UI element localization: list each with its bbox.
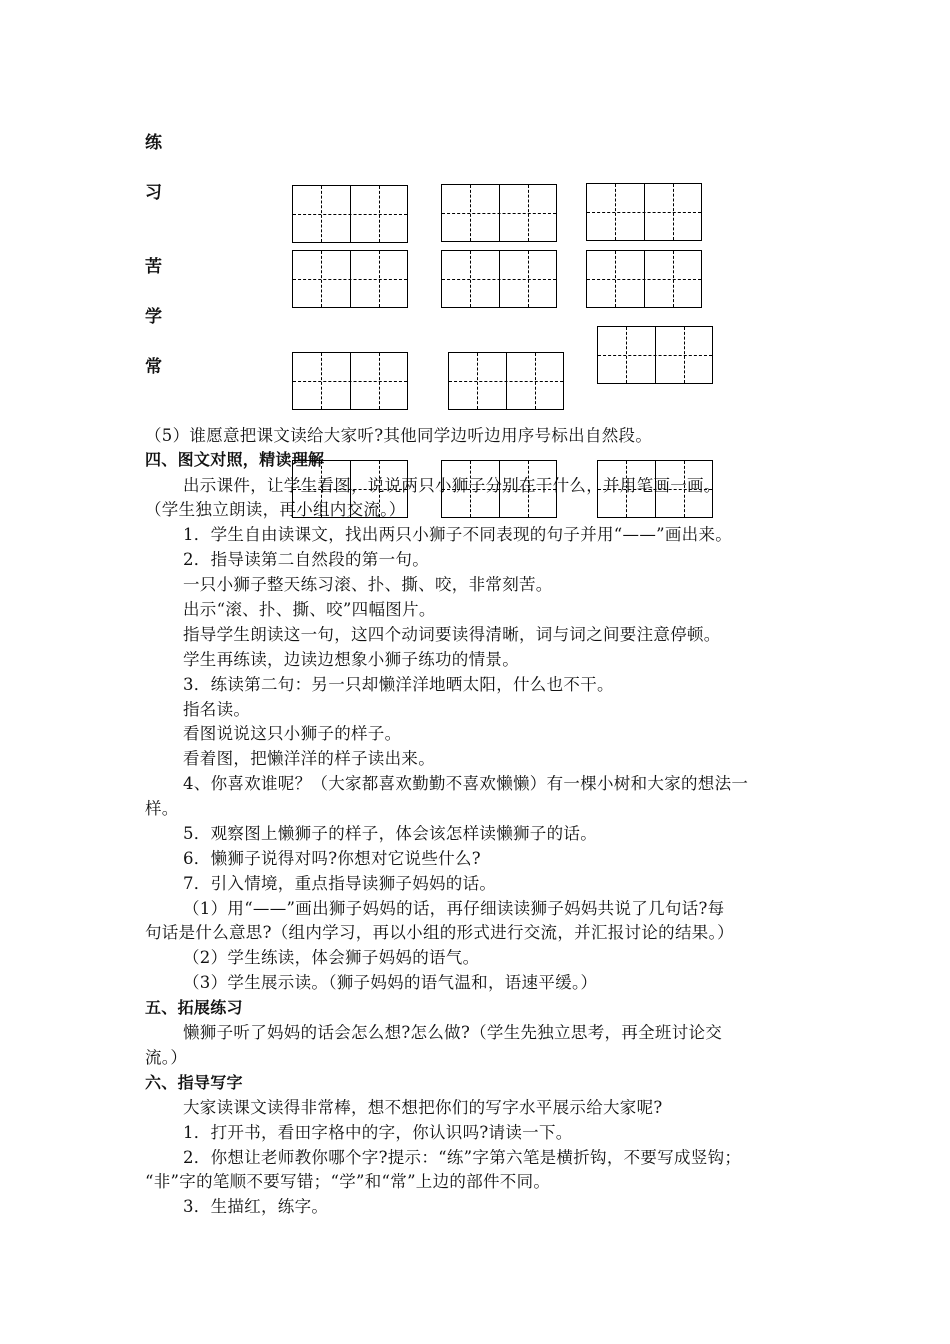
section4-line: （2）学生练读，体会狮子妈妈的语气。 <box>183 948 480 967</box>
section4-line: （学生独立朗读，再小组内交流。） <box>145 500 406 519</box>
section4-heading: 四、图文对照，精读理解 <box>145 450 325 469</box>
practice-char-1: 练 <box>145 133 162 153</box>
section4-line: 出示“滚、扑、撕、咬”四幅图片。 <box>183 600 436 619</box>
practice-char-5: 常 <box>145 357 162 377</box>
writing-grid[interactable] <box>441 250 557 308</box>
section4-line: 样。 <box>145 799 179 818</box>
writing-grid[interactable] <box>292 460 408 518</box>
practice-char-4: 学 <box>145 307 162 327</box>
section4-line: 1．学生自由读课文，找出两只小狮子不同表现的句子并用“——”画出来。 <box>183 525 733 544</box>
section6-line: 1．打开书，看田字格中的字，你认识吗?请读一下。 <box>183 1123 573 1142</box>
section4-line: 看着图，把懒洋洋的样子读出来。 <box>183 749 435 768</box>
writing-grid[interactable] <box>586 250 702 308</box>
section4-line: 指名读。 <box>183 700 251 719</box>
section4-line: 指导学生朗读这一句，这四个动词要读得清晰，词与词之间要注意停顿。 <box>183 625 721 644</box>
writing-grid[interactable] <box>441 460 557 518</box>
writing-grid[interactable] <box>597 326 713 384</box>
practice-char-3: 苦 <box>145 257 162 277</box>
writing-grid[interactable] <box>586 183 702 241</box>
section5-line: 流。） <box>145 1048 188 1067</box>
section4-line: 3．练读第二句：另一只却懒洋洋地晒太阳，什么也不干。 <box>183 675 614 694</box>
section4-line: 一只小狮子整天练习滚、扑、撕、咬，非常刻苦。 <box>183 575 553 594</box>
section4-line: 6．懒狮子说得对吗?你想对它说些什么? <box>183 849 481 868</box>
section5-item-text: （5）谁愿意把课文读给大家听?其他同学边听边用序号标出自然段。 <box>145 426 653 445</box>
section4-line: 2．指导读第二自然段的第一句。 <box>183 550 429 569</box>
writing-grid[interactable] <box>292 352 408 410</box>
writing-grid[interactable] <box>448 352 564 410</box>
section4-line: 出示课件，让学生看图，说说两只小狮子分别在干什么，并用笔画一画。 <box>183 476 721 495</box>
section6-line: 大家读课文读得非常棒，想不想把你们的写字水平展示给大家呢? <box>183 1098 663 1117</box>
practice-char-2: 习 <box>145 183 162 203</box>
writing-grid[interactable] <box>292 250 408 308</box>
section4-line: 7．引入情境，重点指导读狮子妈妈的话。 <box>183 874 497 893</box>
writing-grid[interactable] <box>292 185 408 243</box>
section4-line: 看图说说这只小狮子的样子。 <box>183 724 402 743</box>
section5-heading: 五、拓展练习 <box>145 998 243 1017</box>
section4-line: 4、你喜欢谁呢？（大家都喜欢勤勤不喜欢懒懒）有一棵小树和大家的想法一 <box>183 774 749 793</box>
section6-line: “非”字的笔顺不要写错；“学”和“常”上边的部件不同。 <box>145 1172 551 1191</box>
section6-line: 3．生描红，练字。 <box>183 1197 329 1216</box>
section5-line: 懒狮子听了妈妈的话会怎么想?怎么做?（学生先独立思考，再全班讨论交 <box>183 1023 723 1042</box>
writing-grid[interactable] <box>441 184 557 242</box>
section4-line: 5．观察图上懒狮子的样子，体会该怎样读懒狮子的话。 <box>183 824 597 843</box>
section4-line: （3）学生展示读。（狮子妈妈的语气温和，语速平缓。） <box>183 973 598 992</box>
section4-line: （1）用“——”画出狮子妈妈的话，再仔细读读狮子妈妈共说了几句话?每 <box>183 899 725 918</box>
section6-line: 2．你想让老师教你哪个字?提示：“练”字第六笔是横折钩，不要写成竖钩； <box>183 1148 742 1167</box>
section6-heading: 六、指导写字 <box>145 1073 243 1092</box>
section4-line: 句话是什么意思?（组内学习，再以小组的形式进行交流，并汇报讨论的结果。） <box>145 923 734 942</box>
section4-line: 学生再练读，边读边想象小狮子练功的情景。 <box>183 650 519 669</box>
writing-grid[interactable] <box>597 460 713 518</box>
